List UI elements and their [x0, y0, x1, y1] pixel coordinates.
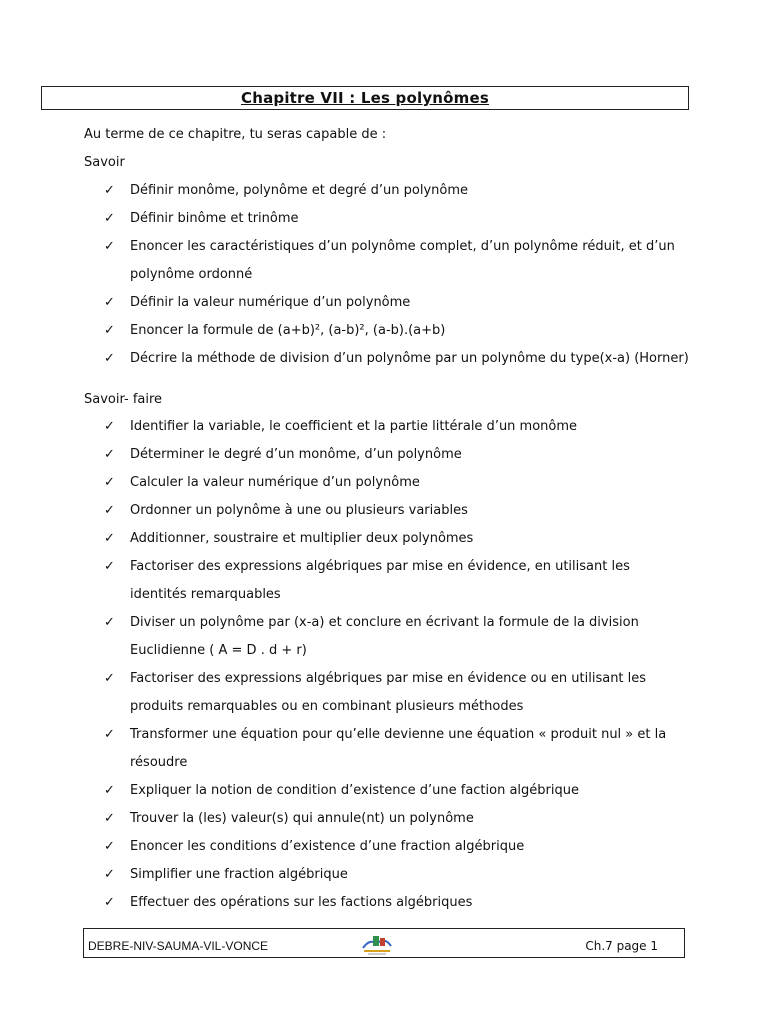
school-logo-icon — [360, 932, 394, 956]
section-label-savoir: Savoir — [84, 155, 125, 170]
checkmark-icon: ✓ — [104, 351, 115, 366]
checkmark-icon: ✓ — [104, 419, 115, 434]
savoir-list — [0, 177, 768, 373]
list-item: ✓ Additionner, soustraire et multiplier deux polynômes — [0, 525, 690, 553]
list-item: ✓ Simplifier une fraction algébrique — [0, 861, 690, 889]
section-label-savoir-faire: Savoir- faire — [84, 392, 163, 407]
checkmark-icon: ✓ — [104, 671, 115, 686]
list-item: ✓ Trouver la (les) valeur(s) qui annule(nt) un polynôme — [0, 805, 690, 833]
footer-page-number: Ch.7 page 1 — [585, 939, 658, 953]
checkmark-icon: ✓ — [104, 895, 115, 910]
list-item: ✓ Enoncer les conditions d’existence d’une fraction algébrique — [0, 833, 690, 861]
list-item: ✓ Enoncer la formule de (a+b)², (a-b)², (a-b).(a+b) — [0, 317, 690, 345]
checkmark-icon: ✓ — [104, 475, 115, 490]
checkmark-icon: ✓ — [104, 447, 115, 462]
intro-text: Au terme de ce chapitre, tu seras capable de : — [84, 127, 387, 142]
checkmark-icon: ✓ — [104, 811, 115, 826]
page-footer — [83, 928, 685, 958]
checkmark-icon: ✓ — [104, 783, 115, 798]
list-item: ✓ Effectuer des opérations sur les factions algébriques — [0, 889, 690, 917]
footer-authors: DEBRE-NIV-SAUMA-VIL-VONCE — [88, 939, 269, 953]
list-item: ✓ Factoriser des expressions algébriques par mise en évidence ou en utilisant les produits remarquables ou en combinant plusieurs méthodes — [0, 665, 690, 721]
checkmark-icon: ✓ — [104, 211, 115, 226]
checkmark-icon: ✓ — [104, 323, 115, 338]
list-item: ✓ Définir la valeur numérique d’un polynôme — [0, 289, 690, 317]
list-item: ✓ Enoncer les caractéristiques d’un polynôme complet, d’un polynôme réduit, et d’un polynôme ordonné — [0, 233, 690, 289]
savoir-faire-list — [0, 413, 768, 917]
list-item: ✓ Déterminer le degré d’un monôme, d’un polynôme — [0, 441, 690, 469]
list-item: ✓ Factoriser des expressions algébriques par mise en évidence, en utilisant les identités remarquables — [0, 553, 690, 609]
checkmark-icon: ✓ — [104, 183, 115, 198]
checkmark-icon: ✓ — [104, 559, 115, 574]
checkmark-icon: ✓ — [104, 503, 115, 518]
list-item: ✓ Définir binôme et trinôme — [0, 205, 690, 233]
list-item: ✓ Décrire la méthode de division d’un polynôme par un polynôme du type(x-a) (Horner) — [0, 345, 690, 373]
checkmark-icon: ✓ — [104, 531, 115, 546]
list-item: ✓ Ordonner un polynôme à une ou plusieurs variables — [0, 497, 690, 525]
list-item: ✓ Expliquer la notion de condition d’existence d’une faction algébrique — [0, 777, 690, 805]
list-item: ✓ Définir monôme, polynôme et degré d’un polynôme — [0, 177, 690, 205]
chapter-title: Chapitre VII : Les polynômes — [240, 89, 490, 107]
chapter-title-box — [41, 86, 689, 110]
list-item: ✓ Calculer la valeur numérique d’un polynôme — [0, 469, 690, 497]
checkmark-icon: ✓ — [104, 839, 115, 854]
checkmark-icon: ✓ — [104, 867, 115, 882]
list-item: ✓ Transformer une équation pour qu’elle devienne une équation « produit nul » et la résoudre — [0, 721, 690, 777]
checkmark-icon: ✓ — [104, 727, 115, 742]
checkmark-icon: ✓ — [104, 239, 115, 254]
checkmark-icon: ✓ — [104, 295, 115, 310]
checkmark-icon: ✓ — [104, 615, 115, 630]
list-item: ✓ Identifier la variable, le coefficient et la partie littérale d’un monôme — [0, 413, 690, 441]
list-item: ✓ Diviser un polynôme par (x-a) et conclure en écrivant la formule de la division Euclidienne ( A = D . d + r) — [0, 609, 690, 665]
